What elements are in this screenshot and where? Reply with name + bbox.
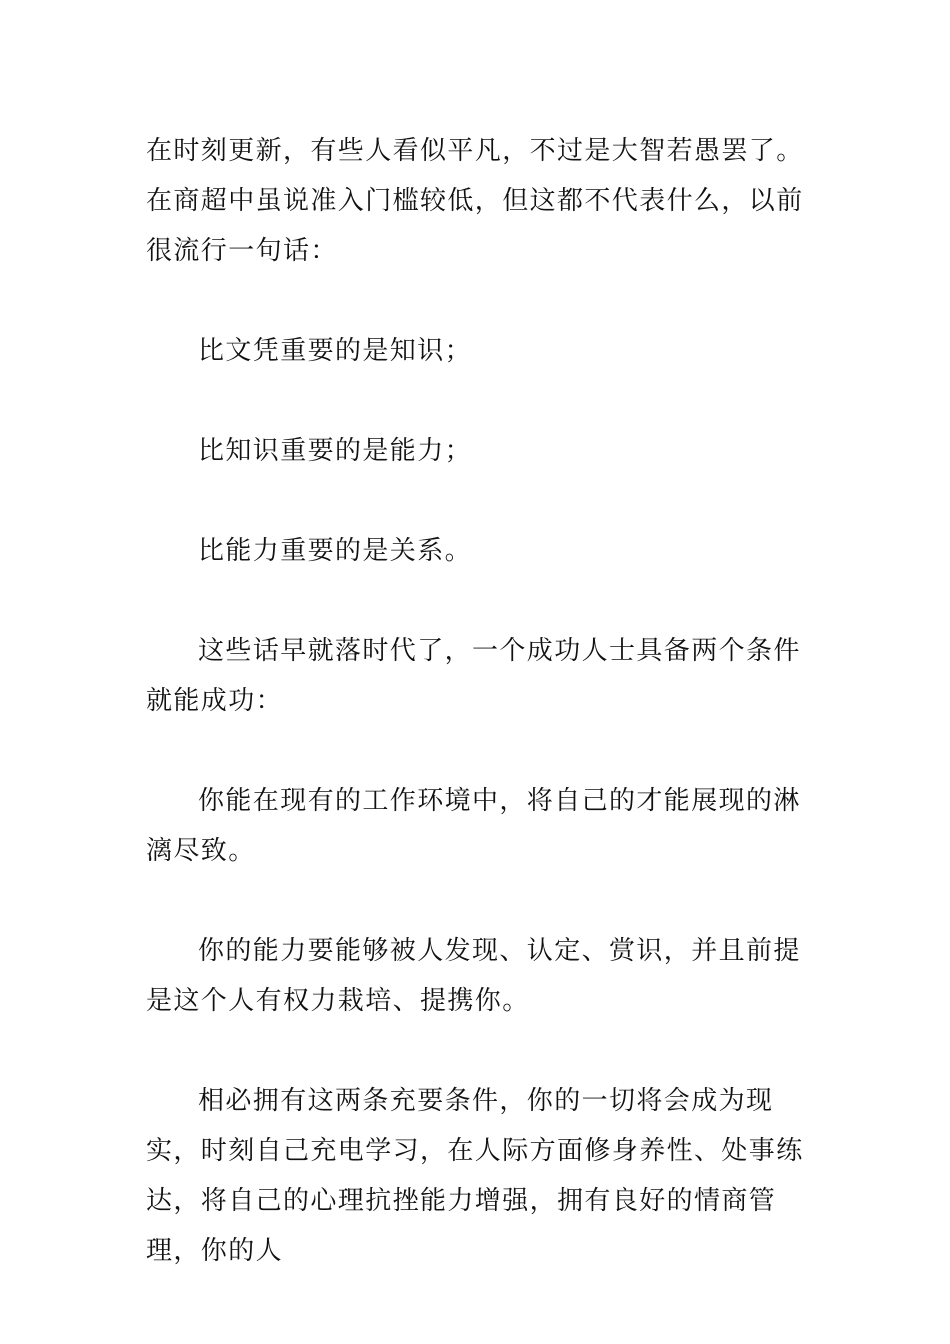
- paragraph-knowledge-ability: 比知识重要的是能力；: [198, 436, 473, 466]
- paragraph-continuation: 在时刻更新，有些人看似平凡，不过是大智若愚罢了。在商超中虽说准入门槛较低，但这都不代表什么，以前很流行一句话：: [146, 136, 804, 266]
- document-body: [146, 126, 811, 1276]
- paragraph-conclusion: 相必拥有这两条充要条件，你的一切将会成为现实，时刻自己充电学习，在人际方面修身养性、处事练达，将自己的心理抗挫能力增强，拥有良好的情商管理，你的人: [146, 1086, 804, 1266]
- paragraph-condition-one: 你能在现有的工作环境中，将自己的才能展现的淋漓尽致。: [146, 786, 801, 866]
- paragraph-diploma-knowledge: 比文凭重要的是知识；: [198, 336, 473, 366]
- paragraph-two-conditions: 这些话早就落时代了，一个成功人士具备两个条件就能成功：: [146, 636, 801, 716]
- paragraph-ability-relationship: 比能力重要的是关系。: [198, 536, 473, 566]
- paragraph-condition-two: 你的能力要能够被人发现、认定、赏识，并且前提是这个人有权力栽培、提携你。: [146, 936, 801, 1016]
